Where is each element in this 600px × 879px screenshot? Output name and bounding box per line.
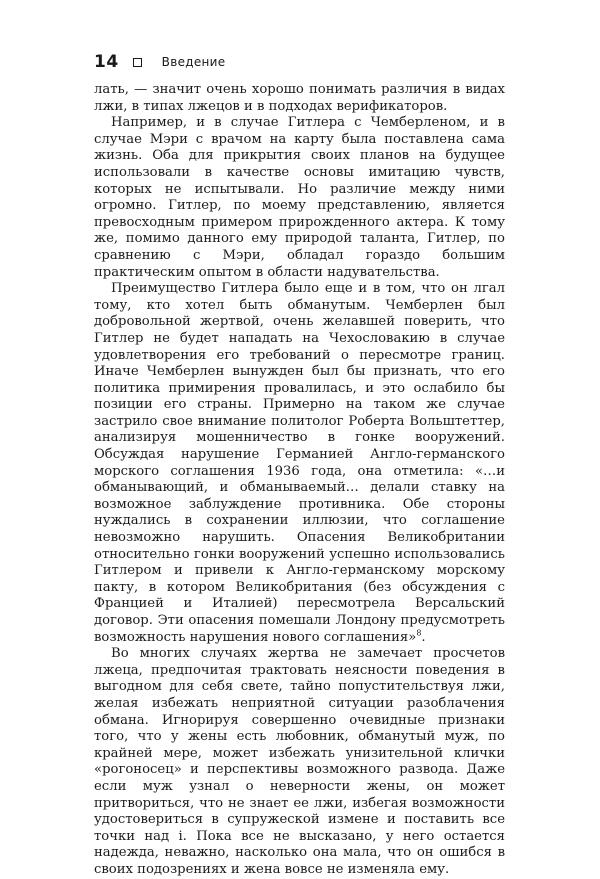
- square-bullet-icon: [133, 58, 142, 67]
- body-text: [94, 82, 505, 879]
- paragraph-3: [94, 281, 505, 646]
- paragraph-2: Например, и в случае Гитлера с Чемберленом, и в случае Мэри с врачом на карту была поставлена сама жизнь. Оба для прикрытия своих планов на будущее использовали в качестве основы имитацию чувств, которых не испытывали. Но различие между ними огромно. Гитлер, по моему представлению, является превосходным примером прирожденного актера. К тому же, помимо данного ему природой таланта, Гитлер, по сравнению с Мэри, обладал гораздо большим практическим опытом в области надувательства.: [94, 115, 505, 280]
- paragraph-4: Во многих случаях жертва не замечает просчетов лжеца, предпочитая трактовать неясности поведения в выгодном для себя свете, тайно попустительствуя лжи, желая избежать неприятной ситуации разоблачения обмана. Игнорируя совершенно очевидные признаки того, что у жены есть любовник, обманутый муж, по крайней мере, может избежать унизительной клички «рогоносец» и перспективы возможного развода. Даже если муж узнал о неверности жены, он может притвориться, что не знает ее лжи, избегая возможности удостовериться в супружеской измене и поставить все точки над i. Пока все не высказано, у него остается надежда, неважно, насколько она мала, что он ошибся в своих подозрениях и жена вовсе не изменяла ему.: [94, 646, 505, 877]
- section-title: Введение: [161, 55, 226, 69]
- page-number: 14: [94, 52, 119, 72]
- paragraph-1: лать, — значит очень хорошо понимать различия в видах лжи, в типах лжецов и в подходах верификаторов.: [94, 82, 505, 114]
- paragraph-3-end: .: [421, 629, 426, 645]
- paragraph-3-text: Преимущество Гитлера было еще и в том, что он лгал тому, кто хотел быть обманутым. Чемберлен был добровольной жертвой, очень желавшей поверить, что Гитлер не будет нападать на Чехословакию в случае удовлетворения его требований о пересмотре границ. Иначе Чемберлен вынужден был бы признать, что его политика примирения провалилась, и это ослабило бы позиции его страны. Примерно на таком же случае застрило свое внимание политолог Роберта Вольштеттер, анализируя мошенничество в гонке вооружений. Обсуждая нарушение Германией Англо-германского морского соглашения 1936 года, она отметила: «…и обманывающий, и обманываемый… делали ставку на возможное заблуждение противника. Обе стороны нуждались в сохранении иллюзии, что соглашение невозможно нарушить. Опасения Великобритании относительно гонки вооружений успешно использовались Гитлером и привели к Англо-германскому морскому пакту, в котором Великобритания (без обсуждения с Францией и Италией) пересмотрела Версальский договор. Эти опасения помешали Лондону предусмотреть возможность нарушения нового соглашения»: [94, 281, 505, 645]
- footnote-mark[interactable]: 8: [416, 628, 422, 638]
- running-head: [94, 52, 225, 72]
